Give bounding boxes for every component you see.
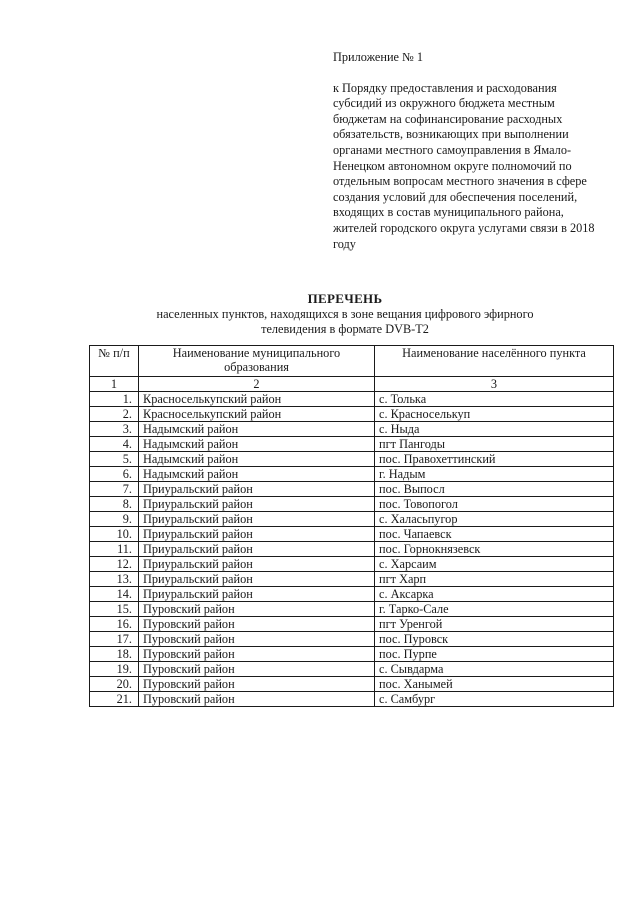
row-municipality: Приуральский район: [139, 572, 375, 587]
row-number: 11.: [90, 542, 139, 557]
row-settlement: пос. Ханымей: [375, 677, 614, 692]
row-municipality: Приуральский район: [139, 527, 375, 542]
row-settlement: пос. Пуровск: [375, 632, 614, 647]
row-number: 15.: [90, 602, 139, 617]
appendix-text: к Порядку предоставления и расходования субсидий из окружного бюджета местным бюджетам на софинансирование расходных обязательств, возникающих при выполнении органами местного самоуправления в Ямало-Ненецком автономном округе полномочий по отдельным вопросам местного значения в сфере создания условий для обеспечения поселений, входящих в состав муниципального района, жителей городского округа услугами связи в 2018 году: [333, 80, 595, 251]
row-number: 4.: [90, 437, 139, 452]
table-row: [90, 647, 614, 662]
row-number: 6.: [90, 467, 139, 482]
row-number: 9.: [90, 512, 139, 527]
row-municipality: Пуровский район: [139, 617, 375, 632]
header-municipality: Наименование муниципального образования: [139, 346, 375, 377]
row-settlement: пос. Чапаевск: [375, 527, 614, 542]
settlements-table: [89, 345, 614, 707]
row-municipality: Пуровский район: [139, 602, 375, 617]
row-municipality: Пуровский район: [139, 692, 375, 707]
row-settlement: с. Толька: [375, 392, 614, 407]
row-municipality: Надымский район: [139, 467, 375, 482]
row-number: 1.: [90, 392, 139, 407]
row-settlement: пгт Уренгой: [375, 617, 614, 632]
appendix-title: Приложение № 1: [333, 50, 424, 64]
row-municipality: Красноселькупский район: [139, 407, 375, 422]
table-row: [90, 677, 614, 692]
table-row: [90, 572, 614, 587]
row-settlement: с. Красноселькуп: [375, 407, 614, 422]
column-number-2: 2: [139, 377, 375, 392]
row-municipality: Красноселькупский район: [139, 392, 375, 407]
table-row: [90, 407, 614, 422]
document-title: ПЕРЕЧЕНЬ: [307, 291, 383, 306]
row-settlement: пгт Харп: [375, 572, 614, 587]
column-number-1: 1: [90, 377, 139, 392]
row-number: 10.: [90, 527, 139, 542]
row-settlement: с. Халасьпугор: [375, 512, 614, 527]
table-row: [90, 422, 614, 437]
header-number: № п/п: [90, 346, 139, 377]
row-number: 12.: [90, 557, 139, 572]
row-municipality: Приуральский район: [139, 512, 375, 527]
row-municipality: Надымский район: [139, 422, 375, 437]
row-number: 2.: [90, 407, 139, 422]
row-municipality: Надымский район: [139, 452, 375, 467]
row-settlement: с. Харсаим: [375, 557, 614, 572]
table-row: [90, 467, 614, 482]
row-municipality: Пуровский район: [139, 647, 375, 662]
row-municipality: Приуральский район: [139, 587, 375, 602]
row-municipality: Пуровский район: [139, 632, 375, 647]
row-settlement: г. Тарко-Сале: [375, 602, 614, 617]
row-municipality: Приуральский район: [139, 542, 375, 557]
table-row: [90, 662, 614, 677]
table-header-row: [90, 346, 614, 377]
row-municipality: Пуровский район: [139, 677, 375, 692]
row-municipality: Надымский район: [139, 437, 375, 452]
table-row: [90, 527, 614, 542]
row-number: 5.: [90, 452, 139, 467]
table-body: [90, 392, 614, 707]
table-row: [90, 482, 614, 497]
row-municipality: Приуральский район: [139, 497, 375, 512]
row-number: 18.: [90, 647, 139, 662]
row-number: 16.: [90, 617, 139, 632]
row-number: 13.: [90, 572, 139, 587]
table-row: [90, 497, 614, 512]
row-settlement: с. Ныда: [375, 422, 614, 437]
row-number: 19.: [90, 662, 139, 677]
row-number: 3.: [90, 422, 139, 437]
header-settlement: Наименование населённого пункта: [375, 346, 614, 377]
row-number: 20.: [90, 677, 139, 692]
row-number: 21.: [90, 692, 139, 707]
row-settlement: пос. Горнокнязевск: [375, 542, 614, 557]
column-numbers-row: [90, 377, 614, 392]
row-settlement: пос. Пурпе: [375, 647, 614, 662]
row-number: 14.: [90, 587, 139, 602]
row-settlement: с. Аксарка: [375, 587, 614, 602]
table-row: [90, 392, 614, 407]
row-settlement: пос. Товопогол: [375, 497, 614, 512]
column-number-3: 3: [375, 377, 614, 392]
row-settlement: пос. Выпосл: [375, 482, 614, 497]
table-row: [90, 542, 614, 557]
row-municipality: Приуральский район: [139, 557, 375, 572]
document-heading: [95, 291, 595, 337]
table-row: [90, 587, 614, 602]
row-settlement: г. Надым: [375, 467, 614, 482]
row-settlement: с. Сывдарма: [375, 662, 614, 677]
table-row: [90, 512, 614, 527]
row-municipality: Пуровский район: [139, 662, 375, 677]
row-settlement: с. Самбург: [375, 692, 614, 707]
table-row: [90, 617, 614, 632]
document-subtitle: населенных пунктов, находящихся в зоне вещания цифрового эфирного телевидения в формате DVB-T2: [156, 307, 534, 336]
row-settlement: пос. Правохеттинский: [375, 452, 614, 467]
table-row: [90, 602, 614, 617]
table-row: [90, 437, 614, 452]
row-settlement: пгт Пангоды: [375, 437, 614, 452]
table-row: [90, 692, 614, 707]
row-number: 8.: [90, 497, 139, 512]
row-municipality: Приуральский район: [139, 482, 375, 497]
appendix-block: [333, 50, 603, 252]
row-number: 7.: [90, 482, 139, 497]
row-number: 17.: [90, 632, 139, 647]
table-row: [90, 452, 614, 467]
table-row: [90, 557, 614, 572]
table-row: [90, 632, 614, 647]
